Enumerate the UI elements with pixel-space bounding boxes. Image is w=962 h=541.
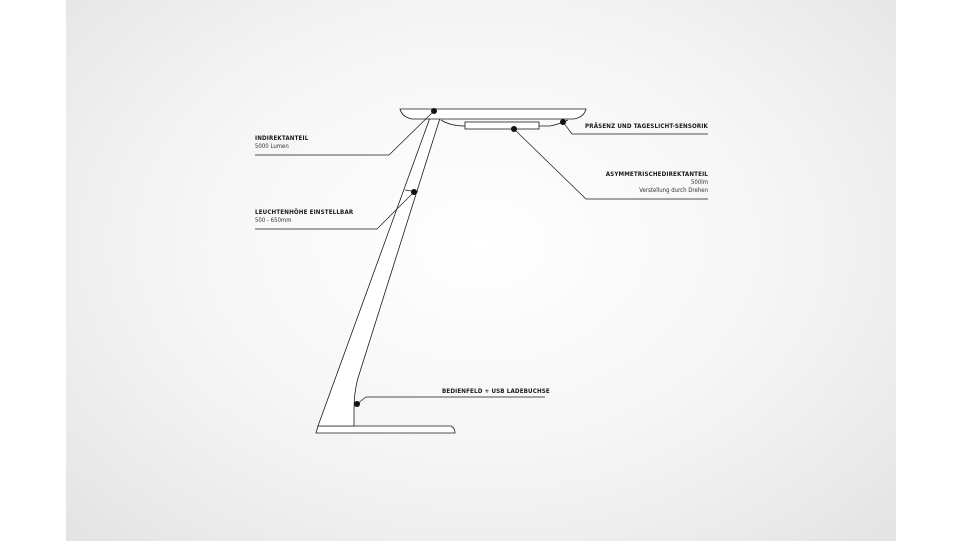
label-indirektanteil-title: INDIREKTANTEIL (255, 135, 309, 142)
label-sensorik-title: PRÄSENZ UND TAGESLICHT-SENSORIK (585, 123, 708, 130)
label-sensorik (560, 123, 708, 131)
label-bedienfeld (442, 388, 550, 396)
marker-bedien (354, 401, 360, 407)
marker-asym (511, 126, 517, 132)
label-bedienfeld-title: BEDIENFELD + USB LADEBUCHSE (442, 388, 550, 395)
marker-indirekt (431, 108, 437, 114)
lamp-base (316, 426, 455, 433)
leader-line-bedien (357, 397, 545, 404)
label-indirektanteil (255, 135, 308, 151)
lamp-head (400, 109, 586, 119)
label-asymmetrisch-sub1: 500lm (690, 179, 708, 186)
asymmetric-light-module (465, 122, 539, 129)
label-leuchtenhoehe (255, 209, 353, 225)
label-leuchtenhoehe-sub: 500 - 650mm (255, 217, 292, 224)
label-asymmetrisch (560, 171, 708, 195)
marker-hoehe (411, 189, 417, 195)
label-indirektanteil-sub: 5000 Lumen (255, 143, 289, 150)
label-leuchtenhoehe-title: LEUCHTENHÖHE EINSTELLBAR (255, 209, 354, 216)
lamp-arm (318, 115, 441, 426)
label-asymmetrisch-title: ASYMMETRISCHEDIREKTANTEIL (605, 171, 708, 178)
label-asymmetrisch-sub2: Verstellung durch Drehen (639, 187, 708, 194)
